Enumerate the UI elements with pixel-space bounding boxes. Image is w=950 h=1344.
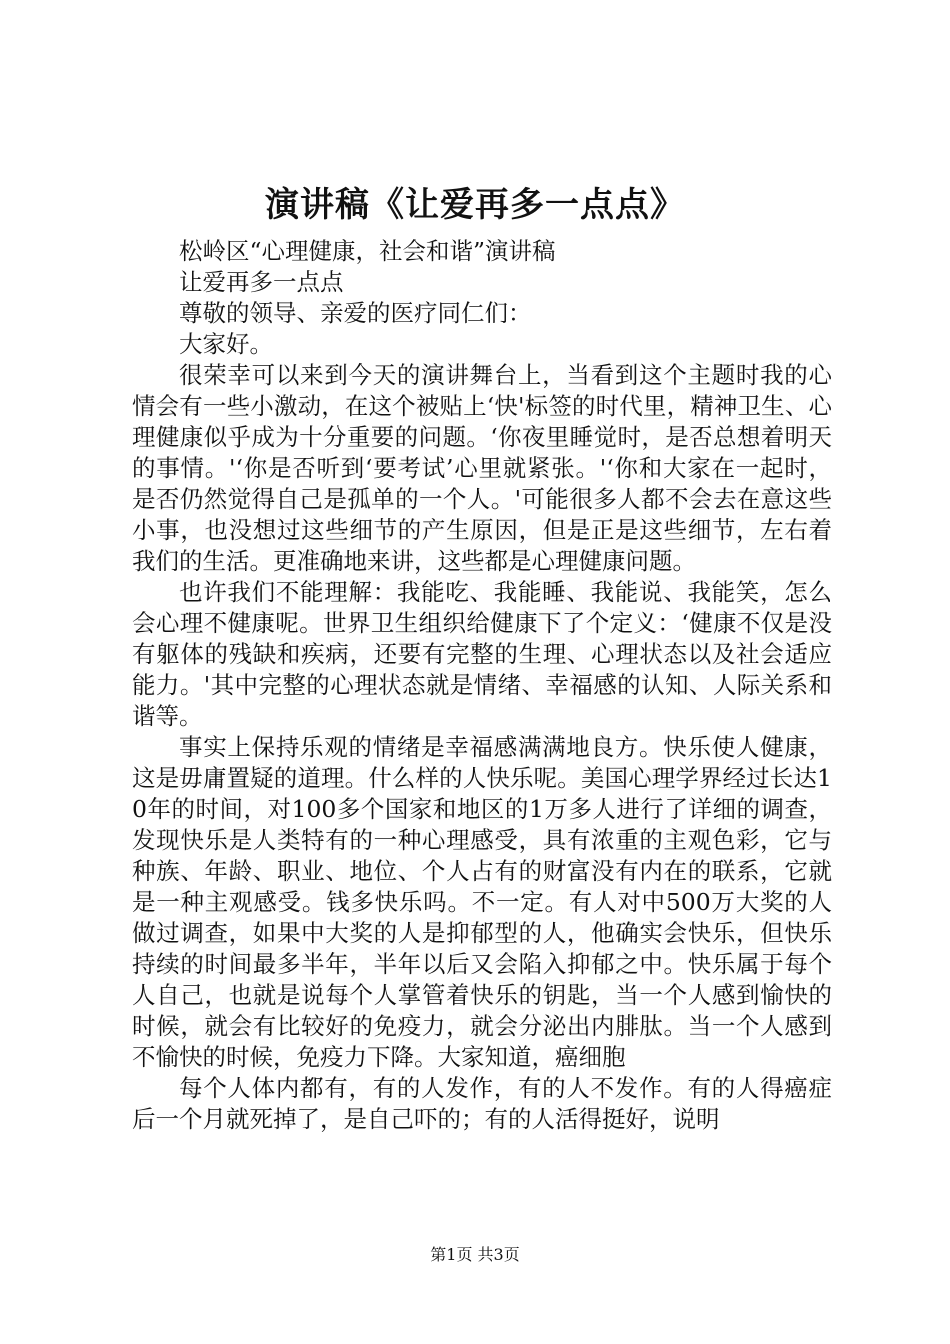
paragraph-salutation: 尊敬的领导、亲爱的医疗同仁们： — [179, 299, 532, 327]
document-title: 演讲稿《让爱再多一点点》 — [265, 185, 685, 225]
paragraph-body-2: 也许我们不能理解：我能吃、我能睡、我能说、我能笑，怎么会心理不健康呢。世界卫生组织给健康下了个定义：‘健康不仅是没有躯体的残缺和疾病，还要有完整的生理、心理状态以及社会适应能力。'其中完整的心理状态就是情绪、幸福感的认知、人际关系和谐等。 — [132, 578, 832, 730]
paragraph-body-4: 每个人体内都有，有的人发作，有的人不发作。有的人得癌症后一个月就死掉了，是自己吓的；有的人活得挺好，说明 — [132, 1074, 832, 1133]
paragraph-body-3: 事实上保持乐观的情绪是幸福感满满地良方。快乐使人健康，这是毋庸置疑的道理。什么样的人快乐呢。美国心理学界经过长达10年的时间，对100多个国家和地区的1万多人进行了详细的调查，发现快乐是人类特有的一种心理感受，具有浓重的主观色彩，它与种族、年龄、职业、地位、个人占有的财富没有内在的联系，它就是一种主观感受。钱多快乐吗。不一定。有人对中500万大奖的人做过调查，如果中大奖的人是抑郁型的人，他确实会快乐，但快乐持续的时间最多半年，半年以后又会陷入抑郁之中。快乐属于每个人自己，也就是说每个人掌管着快乐的钥匙，当一个人感到愉快的时候，就会有比较好的免疫力，就会分泌出内腓肽。当一个人感到不愉快的时候，免疫力下降。大家知道，癌细胞 — [132, 733, 832, 1071]
page-footer: 第1页 共3页 — [430, 1245, 520, 1264]
document-body — [132, 236, 832, 1135]
paragraph-subtitle: 松岭区“心理健康，社会和谐”演讲稿 — [179, 237, 556, 265]
paragraph-greeting: 大家好。 — [179, 330, 273, 358]
paragraph-speech-title: 让爱再多一点点 — [179, 268, 344, 296]
paragraph-body-1: 很荣幸可以来到今天的演讲舞台上，当看到这个主题时我的心情会有一些小激动，在这个被贴上‘快'标签的时代里，精神卫生、心理健康似乎成为十分重要的问题。‘你夜里睡觉时，是否总想着明天的事情。'‘你是否听到‘要考试’心里就紧张。'‘你和大家在一起时，是否仍然觉得自己是孤单的一个人。'可能很多人都不会去在意这些小事，也没想过这些细节的产生原因，但是正是这些细节，左右着我们的生活。更准确地来讲，这些都是心理健康问题。 — [132, 361, 832, 575]
